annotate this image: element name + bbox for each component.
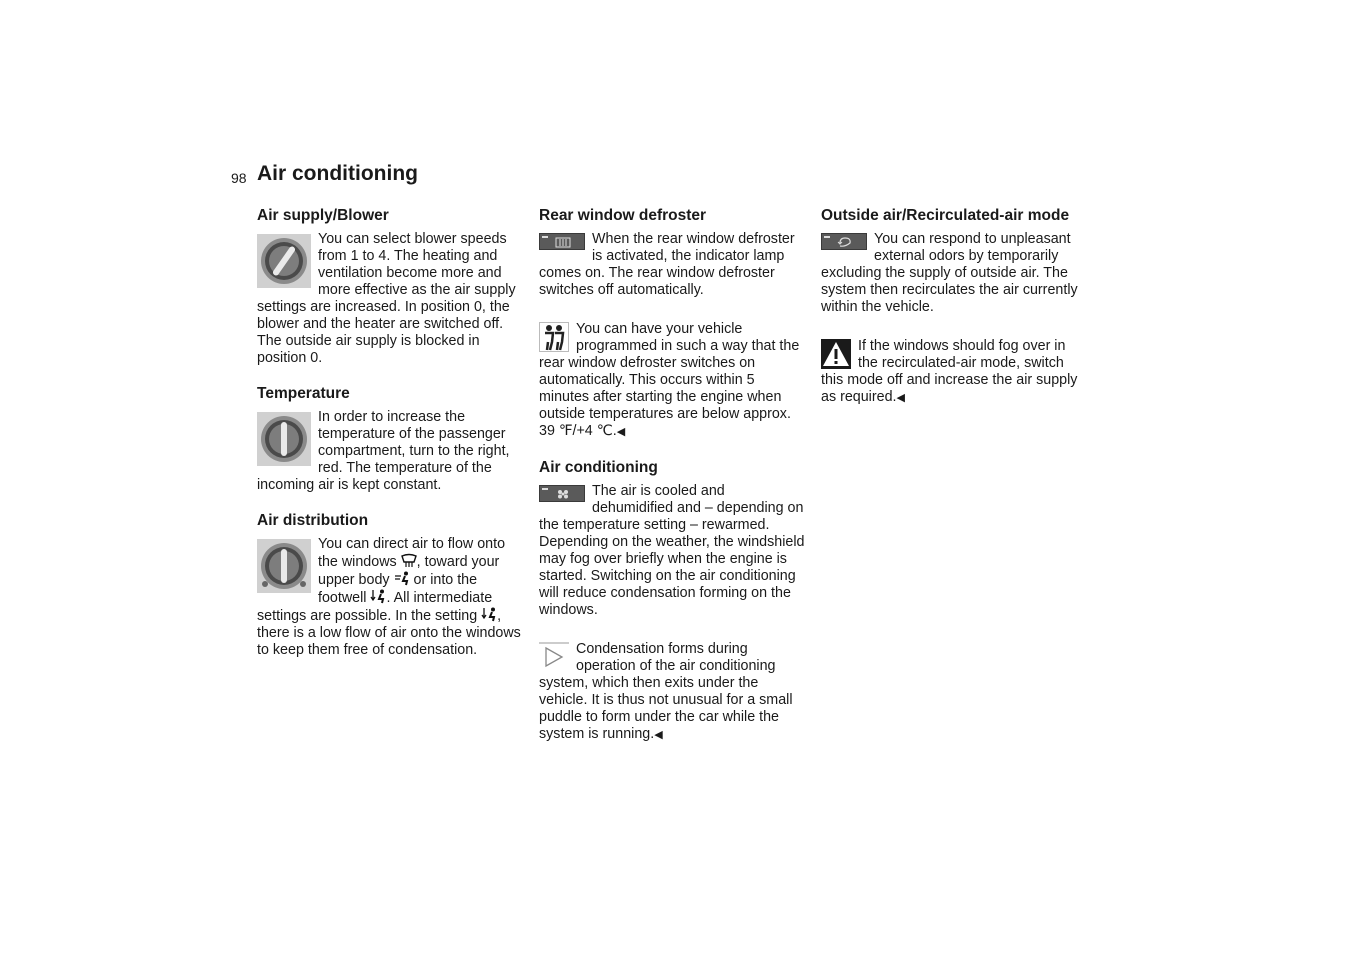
- note-triangle-icon: [539, 642, 569, 672]
- mixed-airflow-icon: [481, 607, 497, 622]
- end-marker: ◀: [896, 392, 905, 404]
- recirculation-button-icon: [821, 233, 867, 250]
- note-air-conditioning: Condensation forms during operation of the air conditioning system, which then exits under the vehicle. It is thus not unusual for a small puddle to form under the car while the system is running.◀: [539, 641, 793, 742]
- windshield-airflow-icon: [401, 553, 417, 568]
- note-rear-defroster: You can have your vehicle programmed in such a way that the rear window defroster switches on automatically. This occurs within 5 minutes after starting the engine when outside temperatures are below approx. 39 ℉/+4 ℃.◀: [539, 321, 800, 439]
- text-air-conditioning-2: Depending on the weather, the windshield may fog over briefly when the engine is started. Switching on the air conditioning will reduce condensation forming on the windows.: [539, 534, 805, 618]
- rear-defroster-button-icon: [539, 233, 585, 250]
- ac-button-icon: [539, 485, 585, 502]
- end-marker: ◀: [654, 729, 663, 741]
- section-recirculated-air: [821, 206, 1089, 407]
- section-air-supply: [257, 206, 525, 367]
- section-rear-defroster: [539, 206, 807, 441]
- heading-recirculated-air: Outside air/Recirculated-air mode: [821, 207, 1070, 224]
- section-air-conditioning: [539, 458, 807, 744]
- service-technicians-icon: [539, 322, 569, 352]
- column-1: [257, 206, 525, 676]
- temperature-knob-icon: [257, 412, 311, 466]
- section-air-distribution: [257, 511, 525, 659]
- heading-rear-defroster: Rear window defroster: [539, 207, 707, 224]
- heading-air-distribution: Air distribution: [257, 512, 369, 529]
- text-temperature: In order to increase the temperature of the passenger compartment, turn to the right, red. The temperature of the incoming air is kept constant.: [257, 409, 510, 493]
- footwell-airflow-icon: [370, 589, 386, 604]
- section-temperature: [257, 384, 525, 494]
- warning-icon: [821, 339, 851, 369]
- text-recirculated-air: You can respond to unpleasant external odors by temporarily excluding the supply of outside air. The system then recirculates the air currently within the vehicle.: [821, 231, 1078, 315]
- column-3: [821, 206, 1089, 424]
- text-air-supply: You can select blower speeds from 1 to 4. The heating and ventilation become more and more effective as the air supply settings are increased. In position 0, the blower and the heater are switched off. The outside air supply is blocked in position 0.: [257, 231, 516, 366]
- upper-body-airflow-icon: [394, 571, 410, 586]
- air-distribution-knob-icon: [257, 539, 311, 593]
- page-title: Air conditioning: [257, 162, 418, 185]
- heading-temperature: Temperature: [257, 385, 350, 402]
- warning-recirculated-air: If the windows should fog over in the recirculated-air mode, switch this mode off and increase the air supply as required.◀: [821, 338, 1078, 405]
- blower-knob-icon: [257, 234, 311, 288]
- end-marker: ◀: [616, 426, 626, 438]
- text-air-distribution: You can direct air to flow onto the windows , toward your upper body or into the footwell . All intermediate settings are possible. In the setting , there is a low flow of air onto the windows to keep them free of condensation.: [257, 536, 521, 658]
- page-number: 98: [231, 170, 247, 186]
- heading-air-conditioning: Air conditioning: [539, 459, 658, 476]
- text-rear-defroster: When the rear window defroster is activated, the indicator lamp comes on. The rear window defroster switches off automatically.: [539, 231, 795, 298]
- text-air-conditioning-1: The air is cooled and dehumidified and – depending on the temperature setting – rewarmed.: [539, 483, 804, 533]
- column-2: [539, 206, 807, 761]
- heading-air-supply: Air supply/Blower: [257, 207, 389, 224]
